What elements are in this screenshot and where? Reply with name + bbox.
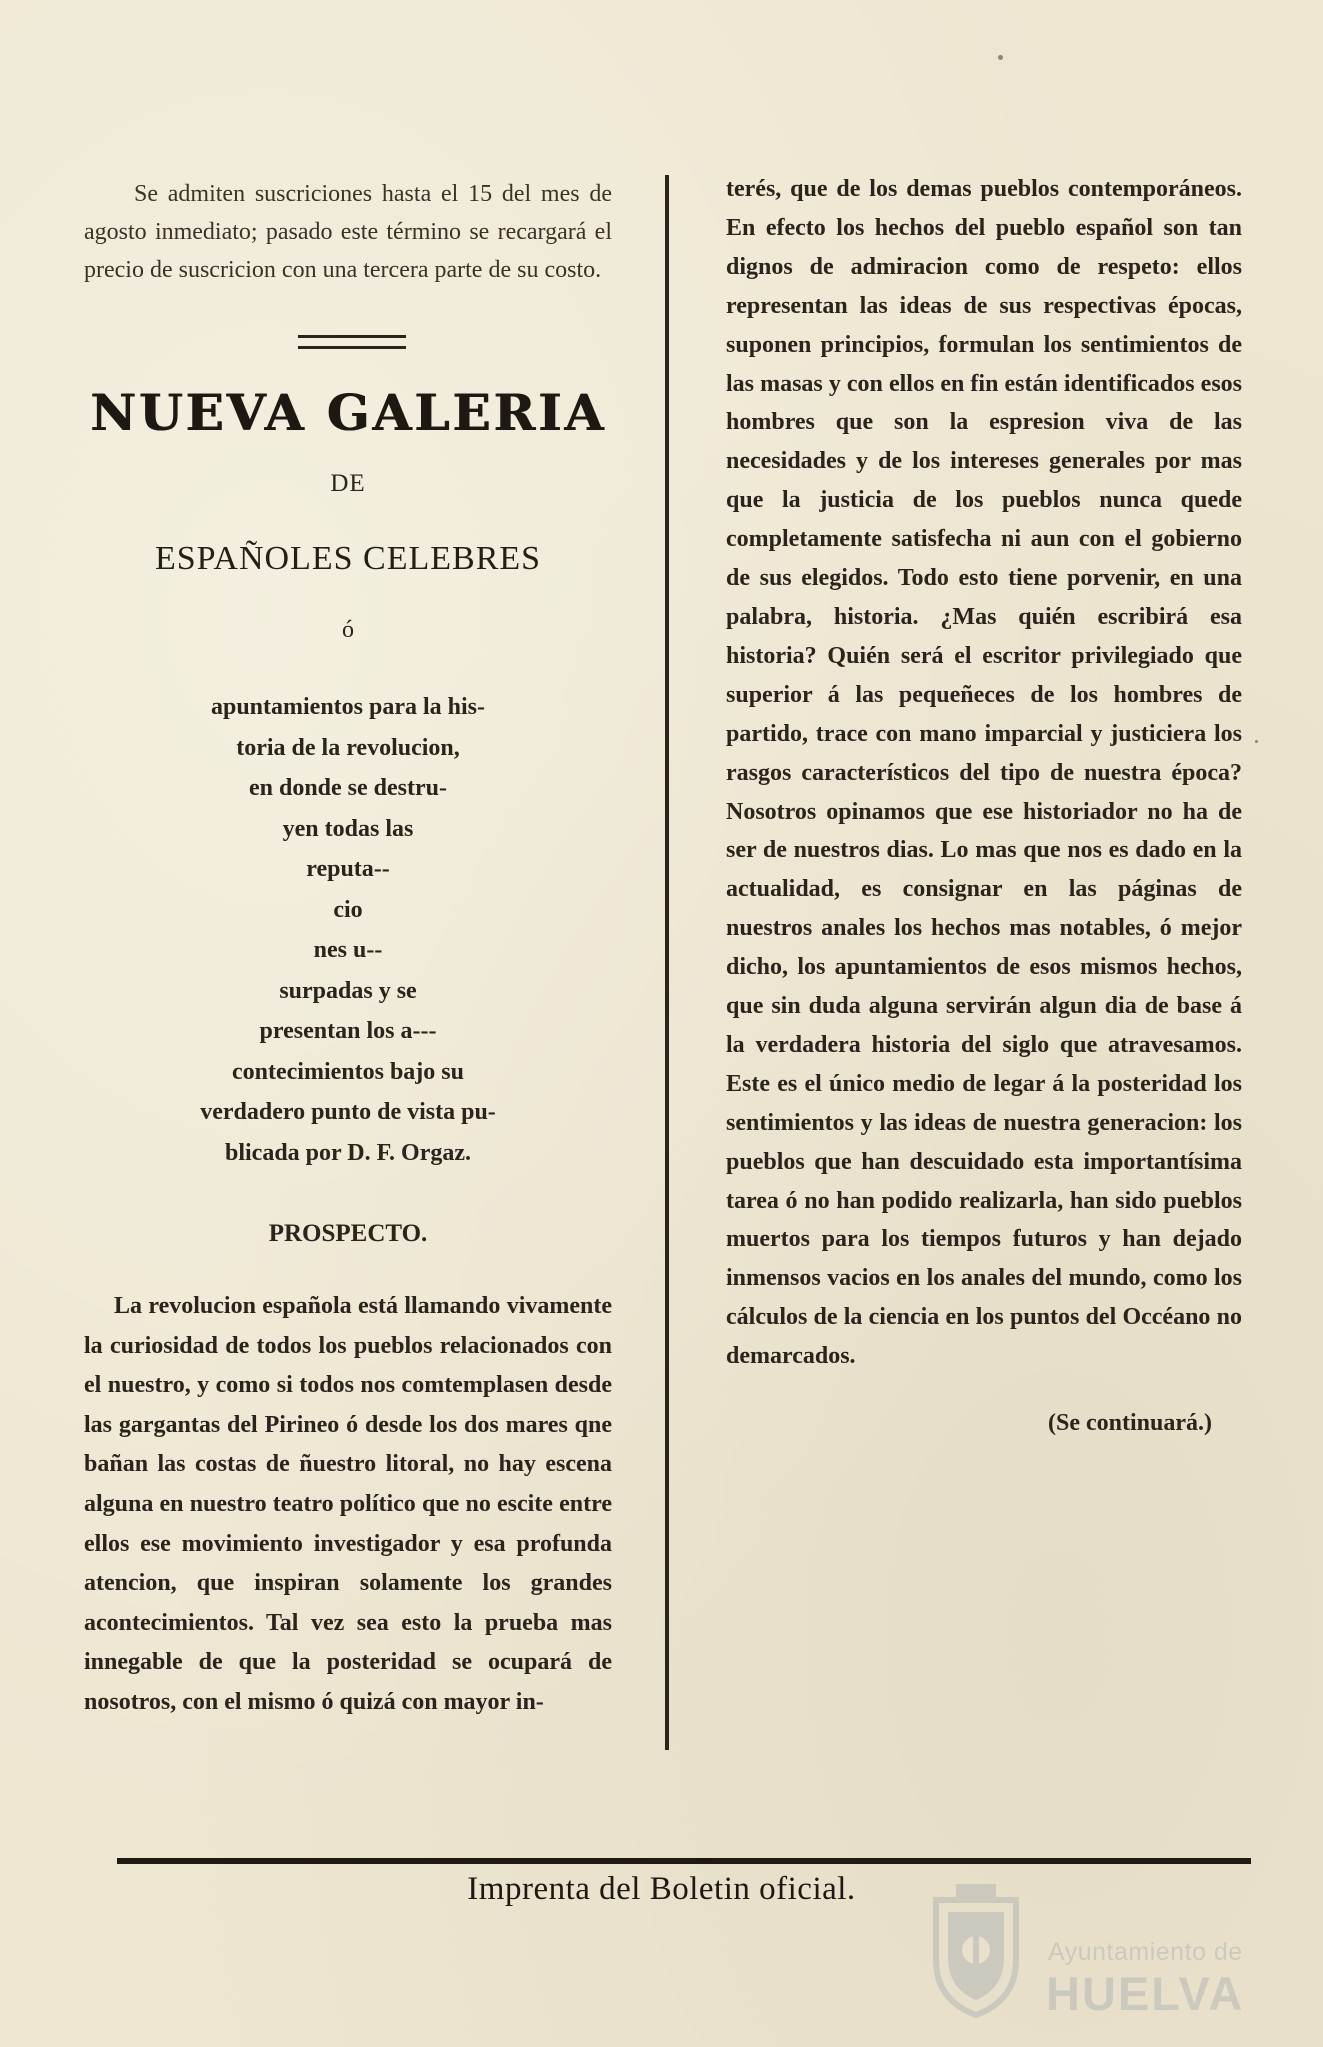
right-column bbox=[726, 170, 1242, 1443]
printer-imprint: Imprenta del Boletin oficial. bbox=[467, 1871, 856, 1907]
subtitle-line: reputa-- bbox=[306, 856, 390, 882]
masthead-de: DE bbox=[330, 470, 366, 497]
watermark-line1: Ayuntamiento de bbox=[1048, 1938, 1243, 1966]
masthead-subtitle bbox=[84, 687, 612, 1173]
subtitle-line: surpadas y se bbox=[279, 977, 417, 1004]
subscription-notice: Se admiten suscriciones hasta el 15 del mes de agosto inmediato; pasado este término se recargará el precio de suscricion con una tercera parte de su costo. bbox=[84, 181, 612, 283]
prospecto-body-left: La revolucion española está llamando vivamente la curiosidad de todos los pueblos relacionados con el nuestro, y como si todos nos comtemplasen desde las gargantas del Pirineo ó desde los dos mares qne bañan las costas de ñuestro litoral, no hay escena alguna en nuestro teatro político que no escite entre ellos ese movimiento investigador y esa profunda atencion, que inspiran solamente los grandes acontecimientos. Tal vez sea esto la prueba mas innegable de que la posteridad se ocupará de nosotros, con el mismo ó quizá con mayor in- bbox=[84, 1293, 612, 1715]
left-column bbox=[84, 175, 612, 1747]
prospecto-heading: PROSPECTO. bbox=[268, 1220, 428, 1247]
subtitle-line: blicada por D. F. Orgaz. bbox=[224, 1139, 471, 1166]
subtitle-line: verdadero punto de vista pu- bbox=[200, 1099, 496, 1125]
prospecto-body-right: terés, que de los demas pueblos contemporáneos. En efecto los hechos del pueblo español son tan dignos de admiracion como de respeto: ellos representan las ideas de sus respectivas épocas, suponen principios, formulan los sentimientos de las masas y con ellos en fin están identificados esos hombres que son la espresion viva de las necesidades y de los intereses generales por mas que la justicia de los pueblos nunca quede completamente satisfecha ni aun con el gobierno de sus elegidos. Todo esto tiene porvenir, en una palabra, historia. ¿Mas quién escribirá esa historia? Quién será el escritor privilegiado que superior á las pequeñeces de los hombres de partido, trace con mano imparcial y justiciera los rasgos característicos del tipo de nuestra época? Nosotros opinamos que ese historiador no ha de ser de nuestros dias. Lo mas que nos es dado en la actualidad, es consignar en las páginas de nuestros anales los hechos mas notables, ó mejor dicho, los apuntamientos de esos mismos hechos, que sin duda alguna servirán algun dia de base á la verdadera historia del siglo que atravesamos. Este es el único medio de legar á la posteridad los sentimientos y las ideas de nuestra generacion: los pueblos que han descuidado esta importantísima tarea ó no han podido realizarla, han sido pueblos muertos para los tiempos futuros y han dejado inmensos vacios en los anales del mundo, como los cálculos de la ciencia en los puntos del Occéano no demarcados. bbox=[726, 176, 1242, 1370]
footer-rule bbox=[117, 1858, 1251, 1864]
watermark-stamp bbox=[926, 1880, 1246, 2040]
subtitle-line: toria de la revolucion, bbox=[236, 734, 460, 761]
ink-speck bbox=[1255, 740, 1258, 743]
masthead-conjunction: ó bbox=[342, 617, 354, 643]
subtitle-line: contecimientos bajo su bbox=[232, 1058, 464, 1085]
double-rule bbox=[298, 335, 406, 349]
masthead-title: NUEVA GALERIA bbox=[89, 383, 607, 442]
subtitle-line: nes u-- bbox=[313, 937, 383, 963]
column-divider bbox=[665, 175, 669, 1750]
shield-crest-icon bbox=[926, 1880, 1026, 2020]
subtitle-line: en donde se destru- bbox=[248, 775, 447, 801]
subtitle-line: yen todas las bbox=[282, 815, 414, 842]
subtitle-line: apuntamientos para la his- bbox=[210, 694, 486, 720]
subtitle-line: cio bbox=[333, 896, 363, 923]
watermark-line2: HUELVA bbox=[1046, 1967, 1245, 2020]
subtitle-line: presentan los a--- bbox=[259, 1018, 437, 1044]
to-be-continued: (Se continuará.) bbox=[1048, 1410, 1212, 1437]
ink-speck bbox=[998, 55, 1003, 60]
masthead-title-line2: ESPAÑOLES CELEBRES bbox=[154, 540, 542, 577]
